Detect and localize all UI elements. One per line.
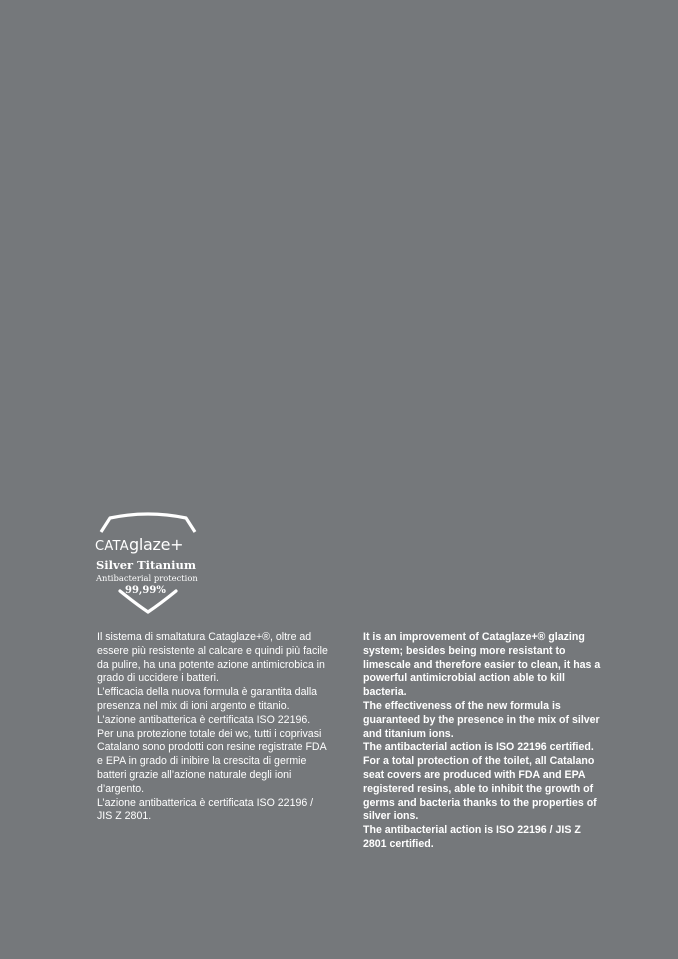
english-paragraph: The antibacterial action is ISO 22196 certified. — [363, 741, 594, 754]
italian-paragraph: Il sistema di smaltatura Cataglaze+®, oltre ad essere più resistente al calcare e quindi più facile da pulire, ha una potente azione antimicrobica in grado di uccidere i batteri. — [97, 631, 328, 685]
brand-wordmark — [95, 535, 201, 557]
italian-paragraph: Per una protezione totale dei wc, tutti i coprivasi Catalano sono prodotti con resine registrate FDA e EPA in grado di inibire la crescita di germie batteri grazie all’azione naturale degli ioni d’argento. — [97, 727, 327, 795]
italian-paragraph: L’azione antibatterica è certificata ISO 22196 / JIS Z 2801. — [97, 796, 314, 823]
logo-tagline: Antibacterial protection — [96, 573, 198, 583]
cataglaze-logo — [92, 512, 204, 620]
english-paragraph: It is an improvement of Cataglaze+® glazing system; besides being more resistant to limescale and therefore easier to clean, it has a powerful antimicrobial action able to kill bacteria. — [363, 631, 601, 699]
logo-subtitle: Silver Titanium — [96, 558, 197, 572]
italian-paragraph: L’efficacia della nuova formula è garantita dalla presenza nel mix di ioni argento e titanio. — [97, 686, 318, 712]
english-paragraph: The antibacterial action is ISO 22196 / JIS Z 2801 certified. — [363, 824, 581, 850]
english-paragraph: For a total protection of the toilet, all Catalano seat covers are produced with FDA and EPA registered resins, able to inhibit the growth of germs and bacteria thanks to the properties of silver ions. — [363, 755, 597, 823]
italian-text — [97, 631, 329, 824]
english-paragraph: The effectiveness of the new formula is guaranteed by the presence in the mix of silver and titanium ions. — [363, 699, 600, 740]
english-text — [363, 631, 603, 852]
brand-suffix: glaze+ — [129, 535, 184, 554]
brand-prefix: CATA — [95, 539, 129, 554]
logo-percent: 99,99% — [125, 585, 166, 596]
italian-paragraph: L’azione antibatterica è certificata ISO 22196. — [97, 713, 311, 726]
